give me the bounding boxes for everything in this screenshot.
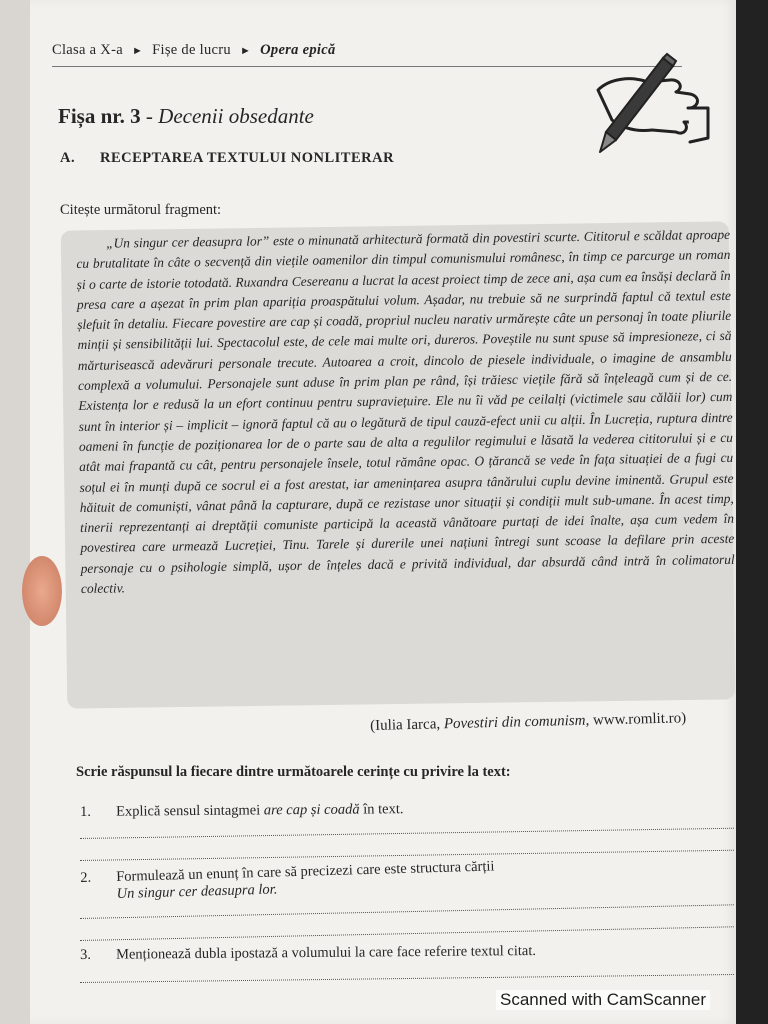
breadcrumb [52,42,336,59]
background-edge [736,0,768,1024]
breadcrumb-arrow-icon: ► [239,45,252,57]
sheet-topic: Decenii obsedante [158,104,314,128]
task-text: Menționează dubla ipostază a volumului la care face referire textul citat. [115,943,537,963]
citation-book: Povestiri din comunism, [443,712,590,733]
fragment-body: „Un singur cer deasupra lor” este o minunată arhitectură formată din povestiri scurte. Cititorul e scăldat aproape cu brutalitate în câte o secvență din viețile oamenilor din timpul comunismului românesc, în timp ce parcurge un roman și o carte de istorie totodată. Ruxandra Cesereanu a lucrat la acest proiect timp de zece ani, așa cum ea însăși declară în presa care a așezat în prim plan apariția proaspătului volum. Așadar, nu trebuie să ne surprindă faptul că textul este șlefuit în detaliu. Fiecare povestire are cap și coadă, propriul nucleu narativ urmărește câte un personaj în toate pliurile minții și sensibilității lui. Spectacolul este, de cele mai multe ori, dureros. Poveștile nu sunt spuse să impresioneze, ci să mărturisească adevăruri personale trecute. Autoarea a croit, dincolo de piesele individuale, o imagine de ansamblu complexă a volumului. Personajele sunt aduse în prim plan pe rând, își trăiesc viețile fără să înțeleagă cum și de ce. Existența lor e redusă la un efort continuu pentru supraviețuire. Ele nu îi văd pe ceilalți (victimele sau călăii lor) cum sunt în interior și – implicit – ignoră faptul că au o legătură de tipul cauză-efect unii cu alții. În Lucreția, ruptura dintre oameni în funcție de poziționarea lor de o parte sau de alta a regulilor regimului e lăsată la vederea cititorului și e cu atât mai frapantă cu cât, pentru personajele însele, totul rămâne opac. O țărancă se vede în fața situației de a fugi cu soțul ei în munți după ce socrul ei a fost arestat, iar amenințarea asupra tânărului cuplu devine iminentă. Grupul este hăituit de comuniști, vânat până la capturare, după ce rezistase unor situații și condiții mult sub-umane. În acest timp, tinerii reprezentanți ai dreptății comuniste participă la această vânătoare purtați de idei înalte, așa cum vedem în povestirea care urmează Lucreției, Tinu. Tarele și durerile unei națiuni întregi sunt scoase la defilare prin aceste personaje cu o psihologie simplă, ușor de înțeles dacă e privită individual, dar absurdă când intră în colimatorul colectiv. [76,226,735,597]
citation-author: (Iulia Iarca, [370,716,441,734]
section-letter: A. [60,150,76,166]
reading-instruction: Citește următorul fragment: [60,202,222,218]
sheet-title [58,104,314,129]
task-text-italic: Un singur cer deasupra lor. [116,881,278,902]
sheet-number: Fișa nr. 3 [58,104,141,128]
scanner-finger [22,556,62,626]
breadcrumb-item-epic-work: Opera epică [260,42,336,58]
breadcrumb-item-class: Clasa a X-a [52,42,123,58]
task-item [80,801,404,821]
citation-source: www.romlit.ro) [592,710,687,729]
writing-hand-icon [570,50,720,160]
title-separator: - [145,104,153,128]
breadcrumb-item-worksheets: Fișe de lucru [152,42,231,58]
task-text-end: în text. [363,801,404,818]
scanner-watermark: Scanned with CamScanner [496,990,710,1010]
task-text-italic: are cap și coadă [263,801,360,819]
task-number: 2. [80,869,92,886]
task-number: 1. [80,803,92,820]
task-text: Explică sensul sintagmei [115,802,261,820]
section-heading [60,150,394,167]
section-title: RECEPTAREA TEXTULUI NONLITERAR [100,150,395,166]
task-number: 3. [80,946,92,963]
breadcrumb-arrow-icon: ► [131,45,144,57]
tasks-instruction: Scrie răspunsul la fiecare dintre următoarele cerințe cu privire la text: [76,764,511,780]
text-fragment [76,225,735,599]
task-text: Formulează un enunț în care să precizezi care este structura cărții [115,858,495,885]
